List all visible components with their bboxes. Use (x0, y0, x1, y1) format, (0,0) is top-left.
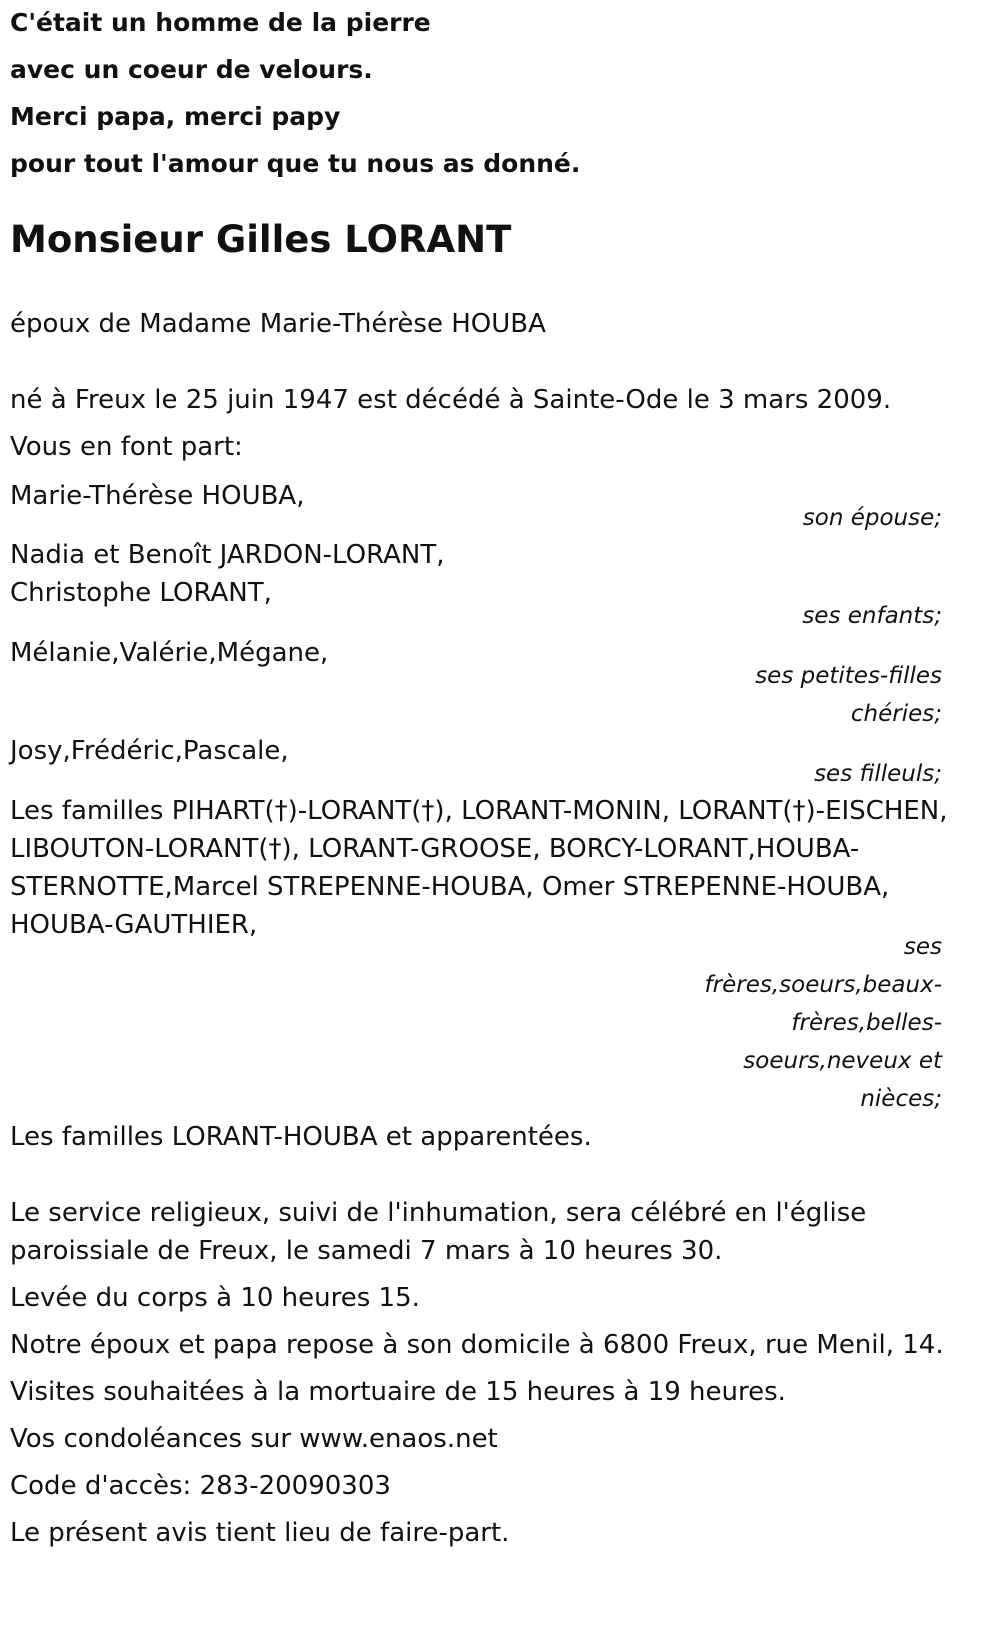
family-names: Marie-Thérèse HOUBA, (10, 481, 305, 511)
announcement-intro: Vous en font part: (10, 432, 243, 462)
access-code-line: Code d'accès: 283-20090303 (10, 1471, 391, 1501)
related-families: Les familles LORANT-HOUBA et apparentées. (10, 1122, 592, 1152)
detail-line: Notre époux et papa repose à son domicile à 6800 Freux, rue Menil, 14. (10, 1330, 944, 1360)
quote-line: C'était un homme de la pierre (10, 8, 431, 37)
family-names: Josy,Frédéric,Pascale, (10, 736, 289, 766)
family-names: Mélanie,Valérie,Mégane, (10, 638, 329, 668)
family-names: LIBOUTON-LORANT(†), LORANT-GROOSE, BORCY-LORANT,HOUBA- (10, 834, 860, 864)
family-names: Les familles PIHART(†)-LORANT(†), LORANT-MONIN, LORANT(†)-EISCHEN, (10, 796, 948, 826)
family-names: Nadia et Benoît JARDON-LORANT, (10, 540, 445, 570)
quote-line: Merci papa, merci papy (10, 102, 341, 131)
condolences-line: Vos condoléances sur www.enaos.net (10, 1424, 498, 1454)
family-names: HOUBA-GAUTHIER, (10, 910, 258, 940)
quote-line: pour tout l'amour que tu nous as donné. (10, 149, 581, 178)
family-relation: ses enfants; (802, 603, 942, 629)
spouse-line: époux de Madame Marie-Thérèse HOUBA (10, 309, 546, 339)
family-relation: ses filleuls; (814, 761, 942, 787)
family-relation: ses petites-filles (755, 663, 942, 689)
detail-line: Le présent avis tient lieu de faire-part. (10, 1518, 510, 1548)
family-relation: ses (903, 934, 942, 960)
family-names: Christophe LORANT, (10, 578, 272, 608)
family-relation: frères,soeurs,beaux- (704, 972, 942, 998)
deceased-name: Monsieur Gilles LORANT (10, 218, 512, 261)
family-relation: nièces; (860, 1086, 942, 1112)
family-relation: soeurs,neveux et (743, 1048, 942, 1074)
service-line: paroissiale de Freux, le samedi 7 mars à 10 heures 30. (10, 1236, 723, 1266)
service-line: Le service religieux, suivi de l'inhumation, sera célébré en l'église (10, 1198, 867, 1228)
birth-death-line: né à Freux le 25 juin 1947 est décédé à Sainte-Ode le 3 mars 2009. (10, 385, 892, 415)
family-relation: son épouse; (802, 505, 942, 531)
family-names: STERNOTTE,Marcel STREPENNE-HOUBA, Omer STREPENNE-HOUBA, (10, 872, 890, 902)
family-relation: frères,belles- (791, 1010, 942, 1036)
family-relation: chéries; (850, 701, 942, 727)
detail-line: Levée du corps à 10 heures 15. (10, 1283, 420, 1313)
detail-line: Visites souhaitées à la mortuaire de 15 heures à 19 heures. (10, 1377, 786, 1407)
quote-line: avec un coeur de velours. (10, 55, 373, 84)
